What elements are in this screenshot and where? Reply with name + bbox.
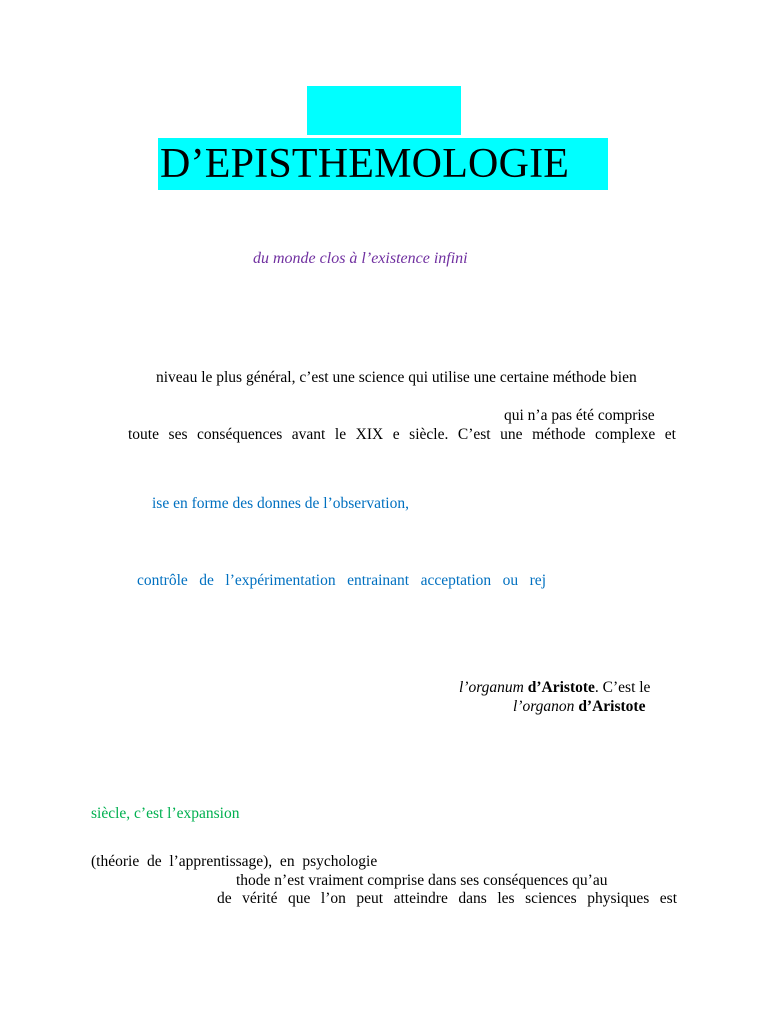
paragraph-2-line-3: de vérité que l’on peut atteindre dans les sciences physiques est: [217, 890, 677, 907]
page-title: D’EPISTHEMOLOGIE: [158, 138, 608, 190]
organon-term: l’organon: [513, 698, 575, 715]
green-line: siècle, c’est l’expansion: [91, 805, 240, 822]
paragraph-2-line-1: (théorie de l’apprentissage), en psychologie: [91, 853, 378, 870]
aristote-line-1-rest: . C’est le: [594, 679, 651, 696]
paragraph-1-line-1: niveau le plus général, c’est une science qui utilise une certaine méthode bien: [156, 369, 637, 386]
blue-line-2: contrôle de l’expérimentation entrainant acceptation ou rej: [137, 572, 546, 589]
aristote-line-1: [459, 679, 650, 697]
highlight-block: [307, 86, 461, 135]
subtitle: du monde clos à l’existence infini: [253, 250, 468, 267]
paragraph-2-line-2: thode n’est vraiment comprise dans ses conséquences qu’au: [236, 872, 608, 889]
paragraph-1-line-3: toute ses conséquences avant le XIX e siècle. C’est une méthode complexe et: [128, 426, 676, 443]
aristote-line-2: [513, 698, 645, 716]
blue-line-1: ise en forme des donnes de l’observation,: [152, 495, 409, 512]
aristote-name-2: d’Aristote: [578, 698, 646, 715]
organum-term: l’organum: [459, 679, 524, 696]
aristote-name-1: d’Aristote: [527, 679, 595, 696]
paragraph-1-line-2: qui n’a pas été comprise: [504, 407, 655, 424]
